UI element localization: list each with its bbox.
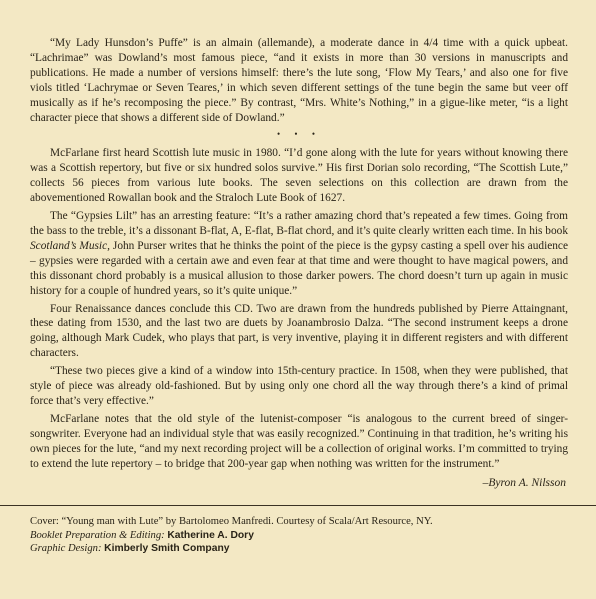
gypsies-text-before: The “Gypsies Lilt” has an arresting feature: “It’s a rather amazing chord that’s repeated a few times. Going from the bass to the treble, it’s a dissonant B-flat, A, E-flat, B-flat chord, and it’s quite clearly written each time. In his book xyxy=(30,210,568,237)
section-separator: • • • xyxy=(277,129,321,140)
book-title: Scotland’s Music, xyxy=(30,239,110,252)
design-label: Graphic Design: xyxy=(30,543,102,555)
paragraph-dowland: “My Lady Hunsdon’s Puffe” is an almain (allemande), a moderate dance in 4/4 time with a quick upbeat. “Lachrimae” was Dowland’s most famous piece, “and it exists in more than 30 versions in manuscripts and publications. He made a number of versions himself: there’s the lute song, ‘Flow My Tears,’ and also one for five viols titled ‘Lachrymae or Seven Teares,’ in which seven different settings of the tune begin the same but veer off musically as if he’s recomposing the piece.” By contrast, “Mrs. White’s Nothing,” in a gigue-like meter, “is a light character piece that shows a different side of Dowland.” xyxy=(30,37,568,124)
paragraph-scottish-lute: McFarlane first heard Scottish lute music in 1980. “I’d gone along with the lute for years without knowing there was a Scottish repertory, but five or six hundred solos survive.” His first Dorian solo recording, “The Scottish Lute,” collects 56 pieces from various lute books. The seven selections on this collection are drawn from the abovementioned Rowallan book and the Straloch Lute Book of 1627. xyxy=(30,147,568,205)
cover-credit: Cover: “Young man with Lute” by Bartolomeo Manfredi. Courtesy of Scala/Art Resource, NY. xyxy=(30,516,433,528)
booklet-name: Katherine A. Dory xyxy=(167,529,254,541)
design-credit xyxy=(30,542,568,555)
design-name: Kimberly Smith Company xyxy=(104,543,230,555)
paragraph-15th-century: “These two pieces give a kind of a window into 15th-century practice. In 1508, when they were published, that style of piece was already old-fashioned. But by using only one chord all the way through there’s a kind of primal force that’s very effective.” xyxy=(30,365,568,407)
booklet-credit xyxy=(30,529,568,542)
booklet-label: Booklet Preparation & Editing: xyxy=(30,529,165,541)
paragraph-lutenist-composer: McFarlane notes that the old style of the lutenist-composer “is analogous to the current breed of singer-songwriter. Everyone had an individual style that was easily recognized.” Continuing in that tradition, he’s writing his own pieces for the lute, “and my next recording project will be a collection of original works. I’m committed to trying to extend the lute repertory – to bridge that 200-year gap when nothing was written for the instrument.” xyxy=(30,412,568,470)
paragraph-renaissance-dances: Four Renaissance dances conclude this CD. Two are drawn from the hundreds published by Pierre Attaingnant, these dating from 1530, and the last two are duets by Joanambrosio Dalza. “The second instrument keeps a drone going, although Mark Cudek, who plays that part, is very inventive, playing it in different registers and with different characters. xyxy=(30,302,568,360)
author-signature: –Byron A. Nilsson xyxy=(482,477,566,490)
divider xyxy=(0,505,596,506)
credits-block xyxy=(30,515,568,555)
gypsies-text-after: John Purser writes that he thinks the point of the piece is the gypsy casting a spell over his audience – gypsies were regarded with a certain awe and even fear at that time and were thought to have magical powers, and this dissonant chord probably is a musical allusion to those darker powers. The chord doesn’t turn up again in music history for a couple of hundred years, so it’s quite unique.” xyxy=(30,239,568,297)
paragraph-gypsies-lilt xyxy=(30,209,568,298)
